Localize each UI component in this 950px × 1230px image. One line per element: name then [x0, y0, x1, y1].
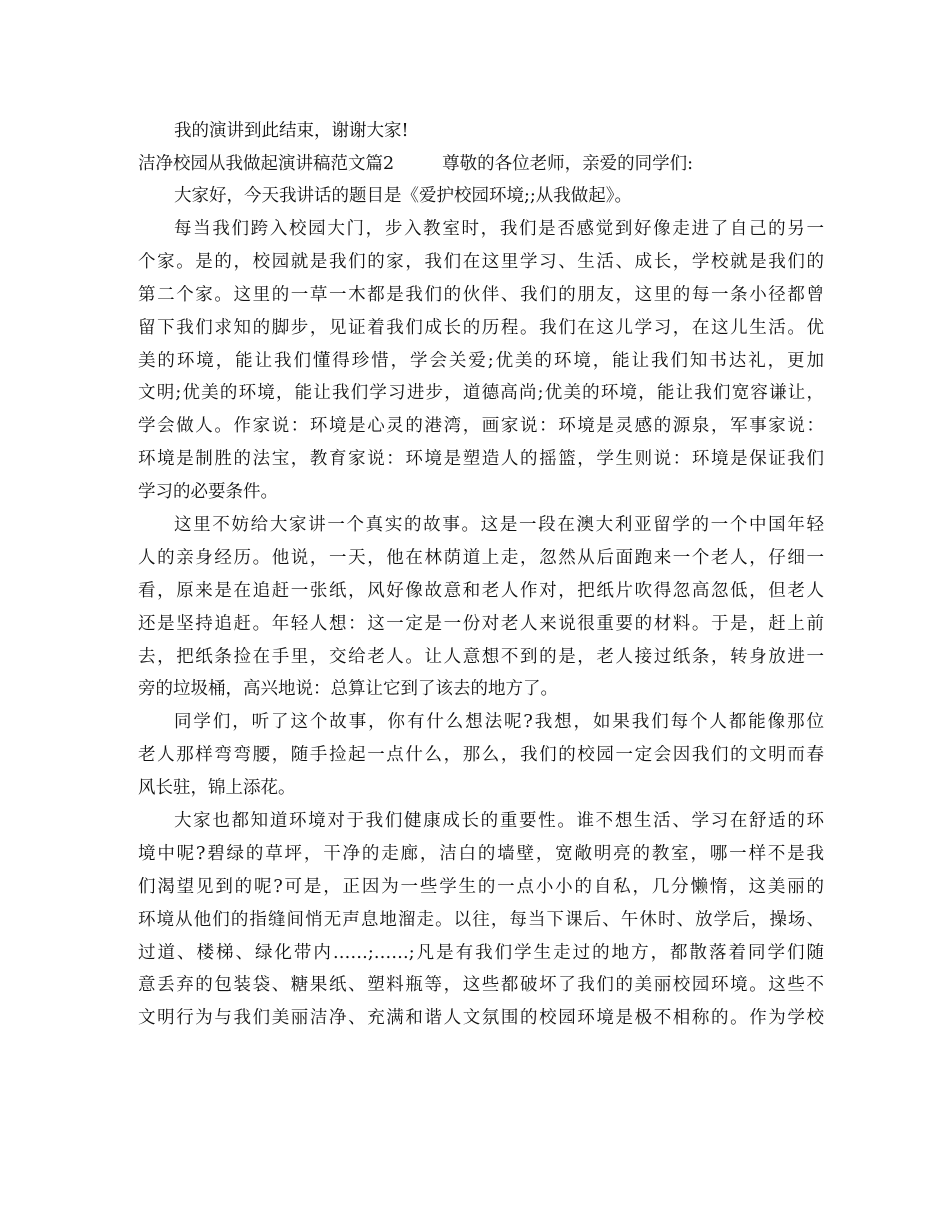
- paragraph-line: 境中呢?碧绿的草坪，干净的走廊，洁白的墙壁，宽敞明亮的教室，哪一样不是我: [138, 843, 824, 864]
- paragraph-line: 旁的垃圾桶，高兴地说：总算让它到了该去的地方了。: [138, 679, 558, 700]
- paragraph-line: 意丢弃的包装袋、糖果纸、塑料瓶等，这些都破坏了我们的美丽校园环境。这些不: [138, 975, 824, 996]
- greeting-paragraph: [138, 180, 824, 213]
- salutation: 尊敬的各位老师，亲爱的同学们:: [442, 154, 694, 174]
- closing-line: 我的演讲到此结束，谢谢大家!: [174, 121, 409, 141]
- paragraph-line: 学会做人。作家说：环境是心灵的港湾，画家说：环境是灵感的源泉，军事家说：: [138, 416, 824, 437]
- paragraph-line: 环境从他们的指缝间悄无声息地溜走。以往，每当下课后、午休时、放学后，操场、: [138, 909, 824, 930]
- paragraph-line: 看，原来是在追赶一张纸，风好像故意和老人作对，把纸片吹得忽高忽低，但老人: [138, 580, 824, 601]
- body-paragraph-4: [138, 805, 824, 1035]
- paragraph-line: 文明行为与我们美丽洁净、充满和谐人文氛围的校园环境是极不相称的。作为学校: [138, 1008, 824, 1029]
- closing-paragraph: [138, 115, 824, 148]
- paragraph-line: 还是坚持追赶。年轻人想：这一定是一份对老人来说很重要的材料。于是，赶上前: [138, 613, 824, 634]
- section-heading-line: [138, 148, 693, 180]
- paragraph-line: 学习的必要条件。: [138, 482, 278, 503]
- greeting-line: 大家好，今天我讲话的题目是《爱护校园环境;;从我做起》。: [174, 186, 633, 206]
- body-paragraph-2: [138, 509, 824, 706]
- paragraph-line: 美的环境，能让我们懂得珍惜，学会关爱;优美的环境，能让我们知书达礼，更加: [138, 350, 824, 371]
- paragraph-line: 风长驻，锦上添花。: [138, 777, 296, 798]
- paragraph-line: 老人那样弯弯腰，随手捡起一点什么，那么，我们的校园一定会因我们的文明而春: [138, 744, 824, 765]
- paragraph-line: 第二个家。这里的一草一木都是我们的伙伴、我们的朋友，这里的每一条小径都曾: [138, 284, 824, 305]
- body-paragraph-1: [138, 213, 824, 509]
- paragraph-line: 们渴望见到的呢?可是，正因为一些学生的一点小小的自私，几分懒惰，这美丽的: [138, 876, 824, 897]
- paragraph-line: 大家也都知道环境对于我们健康成长的重要性。谁不想生活、学习在舒适的环: [174, 811, 824, 831]
- paragraph-line: 这里不妨给大家讲一个真实的故事。这是一段在澳大利亚留学的一个中国年轻: [174, 515, 824, 535]
- paragraph-line: 同学们，听了这个故事，你有什么想法呢?我想，如果我们每个人都能像那位: [174, 712, 824, 732]
- paragraph-line: 留下我们求知的脚步，见证着我们成长的历程。我们在这儿学习，在这儿生活。优: [138, 317, 824, 338]
- body-paragraph-3: [138, 706, 824, 805]
- paragraph-line: 文明;优美的环境，能让我们学习进步，道德高尚;优美的环境，能让我们宽容谦让，: [138, 383, 824, 404]
- section-title: 洁净校园从我做起演讲稿范文篇2: [138, 154, 395, 174]
- paragraph-line: 环境是制胜的法宝，教育家说：环境是塑造人的摇篮，学生则说：环境是保证我们: [138, 449, 824, 470]
- paragraph-line: 过道、楼梯、绿化带内……;……;凡是有我们学生走过的地方，都散落着同学们随: [138, 942, 824, 963]
- paragraph-line: 个家。是的，校园就是我们的家，我们在这里学习、生活、成长，学校就是我们的: [138, 251, 824, 272]
- paragraph-line: 去，把纸条捡在手里，交给老人。让人意想不到的是，老人接过纸条，转身放进一: [138, 646, 824, 667]
- paragraph-line: 人的亲身经历。他说，一天，他在林荫道上走，忽然从后面跑来一个老人，仔细一: [138, 547, 824, 568]
- paragraph-line: 每当我们跨入校园大门，步入教室时，我们是否感觉到好像走进了自己的另一: [174, 219, 824, 239]
